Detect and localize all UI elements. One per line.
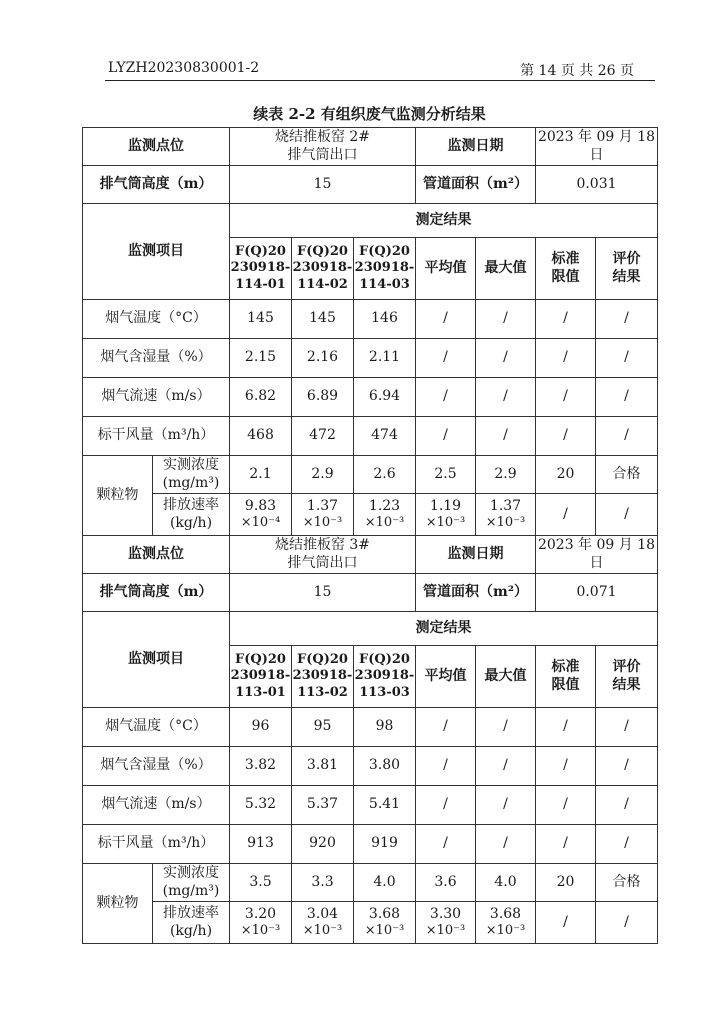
moisture-content-row: [83, 339, 658, 378]
cell-value: 2.15: [230, 339, 292, 378]
cell-value: 2.6: [354, 456, 416, 494]
cell-value: 472: [292, 417, 354, 456]
parameter-label: 烟气温度（°C）: [83, 708, 230, 747]
point-value: 烧结推板窑 3# 排气筒出口: [230, 536, 416, 574]
cell-value: /: [476, 339, 536, 378]
point-label: 监测点位: [83, 536, 230, 574]
cell-value: /: [596, 417, 658, 456]
evaluation-header: 评价 结果: [596, 646, 658, 708]
date-label: 监测日期: [416, 128, 536, 166]
cell-value: /: [416, 339, 476, 378]
parameter-label: 标干风量（m³/h）: [83, 825, 230, 864]
max-header: 最大值: [476, 646, 536, 708]
evaluation-header: 评价 结果: [596, 238, 658, 300]
area-label: 管道面积（m²）: [416, 166, 536, 204]
result-label: 测定结果: [230, 612, 658, 646]
particulate-concentration-row: [83, 864, 658, 902]
cell-value: 2.1: [230, 456, 292, 494]
flue-velocity-row: [83, 786, 658, 825]
header-divider: [105, 80, 655, 81]
cell-value: 合格: [596, 456, 658, 494]
parameter-label: 烟气含湿量（%）: [83, 747, 230, 786]
cell-value: 3.82: [230, 747, 292, 786]
flue-temperature-row: [83, 300, 658, 339]
cell-value: /: [476, 417, 536, 456]
cell-value: /: [536, 825, 596, 864]
cell-value: 4.0: [476, 864, 536, 902]
point-label: 监测点位: [83, 128, 230, 166]
cell-value: /: [416, 825, 476, 864]
cell-value: 146: [354, 300, 416, 339]
parameter-label: 烟气温度（°C）: [83, 300, 230, 339]
cell-value: 3.5: [230, 864, 292, 902]
monitoring-point-row: [83, 128, 658, 166]
cell-value: 95: [292, 708, 354, 747]
cell-value: /: [536, 494, 596, 536]
parameter-label: 烟气含湿量（%）: [83, 339, 230, 378]
sample-id: F(Q)20 230918- 114-03: [354, 238, 416, 300]
item-label: 监测项目: [83, 612, 230, 708]
cell-value: 20: [536, 456, 596, 494]
date-label: 监测日期: [416, 536, 536, 574]
cell-value: /: [416, 378, 476, 417]
cell-value: 6.94: [354, 378, 416, 417]
cell-value: /: [596, 902, 658, 944]
cell-value: 913: [230, 825, 292, 864]
cell-value: 98: [354, 708, 416, 747]
cell-value: /: [416, 747, 476, 786]
flue-temperature-row: [83, 708, 658, 747]
cell-value: 474: [354, 417, 416, 456]
cell-value: 2.9: [292, 456, 354, 494]
item-label: 监测项目: [83, 204, 230, 300]
cell-value: /: [476, 747, 536, 786]
area-value: 0.071: [536, 574, 658, 612]
height-label: 排气筒高度（m）: [83, 574, 230, 612]
particulate-rate-row: [83, 902, 658, 944]
cell-value: 2.9: [476, 456, 536, 494]
cell-value: /: [536, 902, 596, 944]
cell-value: 3.81: [292, 747, 354, 786]
result-label: 测定结果: [230, 204, 658, 238]
cell-value: 468: [230, 417, 292, 456]
cell-value: /: [536, 786, 596, 825]
particulate-label: 颗粒物: [83, 864, 153, 944]
cell-value: /: [476, 825, 536, 864]
cell-value: /: [536, 417, 596, 456]
area-label: 管道面积（m²）: [416, 574, 536, 612]
cell-value: 5.32: [230, 786, 292, 825]
parameter-label: 烟气流速（m/s）: [83, 786, 230, 825]
cell-value: /: [596, 708, 658, 747]
stack-height-row: [83, 574, 658, 612]
cell-value: 3.30 ×10⁻³: [416, 902, 476, 944]
cell-value: 6.89: [292, 378, 354, 417]
limit-header: 标准 限值: [536, 646, 596, 708]
cell-value: 3.3: [292, 864, 354, 902]
cell-value: /: [476, 300, 536, 339]
cell-value: /: [596, 825, 658, 864]
cell-value: 1.37 ×10⁻³: [476, 494, 536, 536]
cell-value: 1.37 ×10⁻³: [292, 494, 354, 536]
cell-value: /: [416, 786, 476, 825]
cell-value: /: [476, 786, 536, 825]
report-number: LYZH20230830001-2: [108, 60, 260, 76]
result-header-row: [83, 612, 658, 646]
cell-value: 合格: [596, 864, 658, 902]
max-header: 最大值: [476, 238, 536, 300]
cell-value: 145: [230, 300, 292, 339]
cell-value: /: [476, 378, 536, 417]
height-value: 15: [230, 574, 416, 612]
cell-value: 145: [292, 300, 354, 339]
limit-header: 标准 限值: [536, 238, 596, 300]
particulate-rate-row: [83, 494, 658, 536]
stack-height-row: [83, 166, 658, 204]
cell-value: /: [416, 708, 476, 747]
cell-value: /: [536, 708, 596, 747]
point-value: 烧结推板窑 2# 排气筒出口: [230, 128, 416, 166]
date-value: 2023 年 09 月 18 日: [536, 128, 658, 166]
concentration-label: 实测浓度 (mg/m³): [153, 456, 230, 494]
avg-header: 平均值: [416, 238, 476, 300]
cell-value: 20: [536, 864, 596, 902]
cell-value: /: [596, 378, 658, 417]
sample-id: F(Q)20 230918- 114-01: [230, 238, 292, 300]
cell-value: 4.0: [354, 864, 416, 902]
date-value: 2023 年 09 月 18 日: [536, 536, 658, 574]
sample-id: F(Q)20 230918- 114-02: [292, 238, 354, 300]
area-value: 0.031: [536, 166, 658, 204]
cell-value: /: [596, 339, 658, 378]
cell-value: 920: [292, 825, 354, 864]
dry-airflow-row: [83, 417, 658, 456]
result-header-row: [83, 204, 658, 238]
cell-value: /: [596, 786, 658, 825]
height-value: 15: [230, 166, 416, 204]
page-indicator: 第 14 页 共 26 页: [520, 63, 634, 79]
cell-value: 919: [354, 825, 416, 864]
cell-value: 5.37: [292, 786, 354, 825]
concentration-label: 实测浓度 (mg/m³): [153, 864, 230, 902]
cell-value: 2.5: [416, 456, 476, 494]
sample-id: F(Q)20 230918- 113-01: [230, 646, 292, 708]
height-label: 排气筒高度（m）: [83, 166, 230, 204]
cell-value: /: [536, 300, 596, 339]
cell-value: /: [416, 300, 476, 339]
cell-value: 96: [230, 708, 292, 747]
particulate-concentration-row: [83, 456, 658, 494]
cell-value: /: [596, 300, 658, 339]
monitoring-point-row: [83, 536, 658, 574]
cell-value: /: [536, 747, 596, 786]
particulate-label: 颗粒物: [83, 456, 153, 536]
dry-airflow-row: [83, 825, 658, 864]
table-caption: 续表 2-2 有组织废气监测分析结果: [253, 105, 486, 123]
cell-value: 6.82: [230, 378, 292, 417]
cell-value: 3.68 ×10⁻³: [476, 902, 536, 944]
cell-value: /: [596, 494, 658, 536]
emission-rate-label: 排放速率 (kg/h): [153, 902, 230, 944]
flue-velocity-row: [83, 378, 658, 417]
cell-value: 3.6: [416, 864, 476, 902]
cell-value: 3.80: [354, 747, 416, 786]
emission-rate-label: 排放速率 (kg/h): [153, 494, 230, 536]
cell-value: 2.16: [292, 339, 354, 378]
cell-value: 3.20 ×10⁻³: [230, 902, 292, 944]
cell-value: 3.68 ×10⁻³: [354, 902, 416, 944]
avg-header: 平均值: [416, 646, 476, 708]
cell-value: 1.23 ×10⁻³: [354, 494, 416, 536]
emission-results-table: [82, 127, 658, 944]
cell-value: /: [476, 708, 536, 747]
parameter-label: 烟气流速（m/s）: [83, 378, 230, 417]
moisture-content-row: [83, 747, 658, 786]
cell-value: /: [416, 417, 476, 456]
cell-value: /: [536, 339, 596, 378]
sample-id: F(Q)20 230918- 113-02: [292, 646, 354, 708]
cell-value: 9.83 ×10⁻⁴: [230, 494, 292, 536]
cell-value: 5.41: [354, 786, 416, 825]
cell-value: /: [536, 378, 596, 417]
cell-value: /: [596, 747, 658, 786]
cell-value: 1.19 ×10⁻³: [416, 494, 476, 536]
cell-value: 2.11: [354, 339, 416, 378]
parameter-label: 标干风量（m³/h）: [83, 417, 230, 456]
sample-id: F(Q)20 230918- 113-03: [354, 646, 416, 708]
cell-value: 3.04 ×10⁻³: [292, 902, 354, 944]
